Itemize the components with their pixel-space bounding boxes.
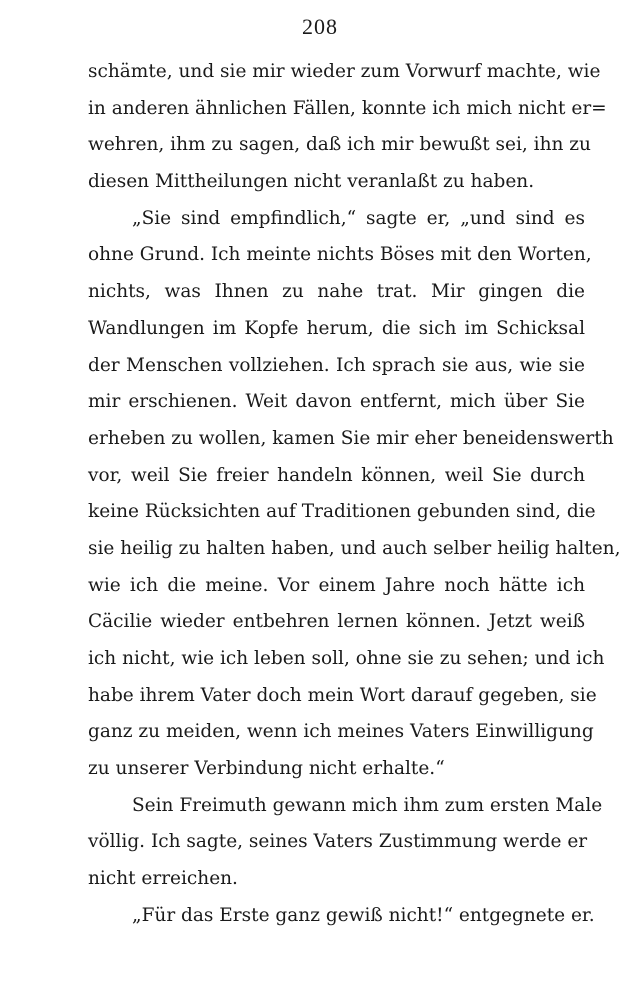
body-text bbox=[88, 54, 621, 935]
page-number: 208 bbox=[302, 14, 338, 39]
text-line: völlig. Ich sagte, seines Vaters Zustimmung werde er bbox=[88, 831, 588, 853]
text-line: nicht erreichen. bbox=[88, 868, 238, 890]
text-line: Sein Freimuth gewann mich ihm zum ersten Male bbox=[132, 794, 603, 816]
text-line: zu unserer Verbindung nicht erhalte.“ bbox=[88, 758, 445, 780]
text-line: sie heilig zu halten haben, und auch selber heilig halten, bbox=[88, 537, 621, 559]
text-line: der Menschen vollziehen. Ich sprach sie aus, wie sie bbox=[88, 354, 585, 376]
text-line: „Für das Erste ganz gewiß nicht!“ entgegnete er. bbox=[132, 904, 595, 926]
text-line: ganz zu meiden, wenn ich meines Vaters Einwilligung bbox=[88, 721, 594, 743]
text-line: habe ihrem Vater doch mein Wort darauf gegeben, sie bbox=[88, 684, 597, 706]
text-line: erheben zu wollen, kamen Sie mir eher beneidenswerth bbox=[88, 427, 614, 449]
text-line: wehren, ihm zu sagen, daß ich mir bewußt sei, ihn zu bbox=[88, 134, 591, 156]
text-line: Wandlungen im Kopfe herum, die sich im Schicksal bbox=[88, 317, 585, 339]
text-line: wie ich die meine. Vor einem Jahre noch hätte ich bbox=[88, 574, 585, 596]
text-line: Cäcilie wieder entbehren lernen können. Jetzt weiß bbox=[88, 611, 585, 633]
text-line: keine Rücksichten auf Traditionen gebunden sind, die bbox=[88, 501, 596, 523]
text-line: in anderen ähnlichen Fällen, konnte ich mich nicht er= bbox=[88, 97, 607, 119]
text-line: diesen Mittheilungen nicht veranlaßt zu haben. bbox=[88, 171, 535, 193]
text-line: nichts, was Ihnen zu nahe trat. Mir gingen die bbox=[88, 281, 585, 303]
text-line: vor, weil Sie freier handeln können, weil Sie durch bbox=[88, 464, 585, 486]
text-line: ich nicht, wie ich leben soll, ohne sie zu sehen; und ich bbox=[88, 648, 605, 669]
text-line: ohne Grund. Ich meinte nichts Böses mit den Worten, bbox=[88, 244, 592, 266]
text-line: „Sie sind empfindlich,“ sagte er, „und sind es bbox=[132, 207, 585, 229]
text-line: mir erschienen. Weit davon entfernt, mich über Sie bbox=[88, 391, 585, 413]
text-line: schämte, und sie mir wieder zum Vorwurf machte, wie bbox=[88, 61, 601, 82]
